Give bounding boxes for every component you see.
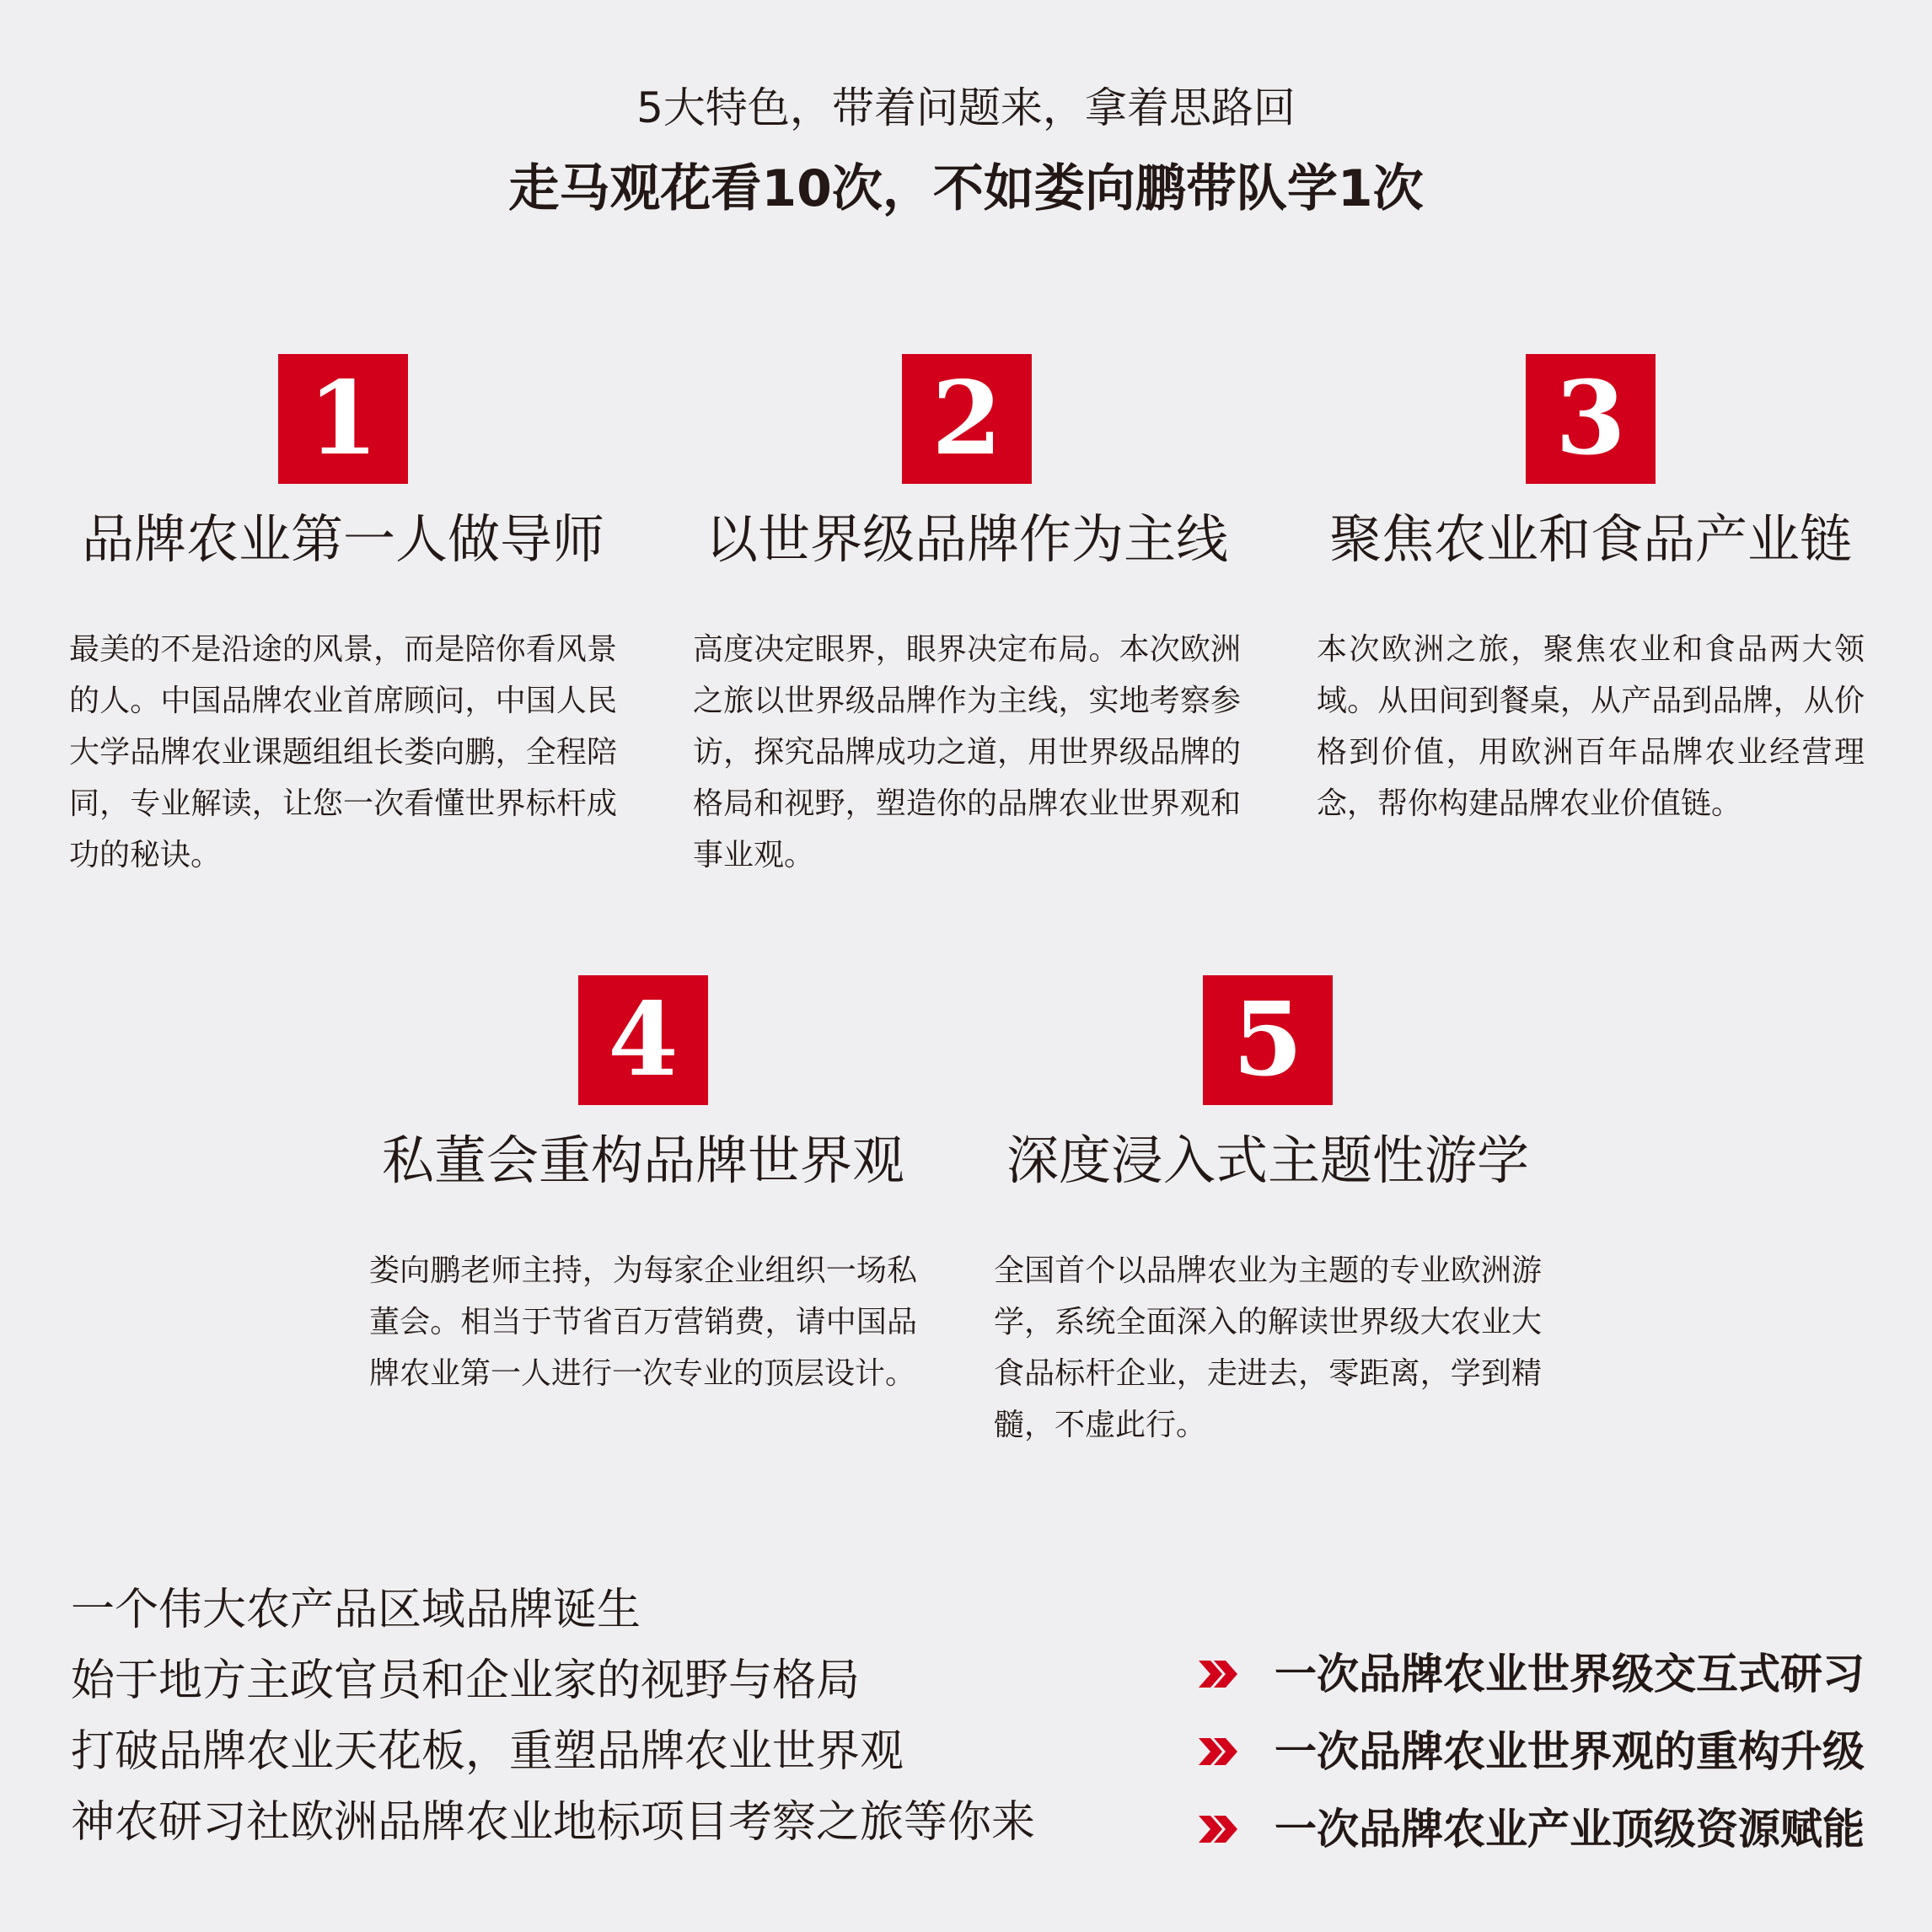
feature-number-badge: 4 <box>578 975 708 1105</box>
feature-title: 私董会重构品牌世界观 <box>381 1130 904 1191</box>
feature-description: 高度决定眼界，眼界决定布局。本次欧洲之旅以世界级品牌作为主线，实地考察参访，探究品牌成功之道，用世界级品牌的格局和视野，塑造你的品牌农业世界观和事业观。 <box>693 632 1241 872</box>
feature-title: 以世界级品牌作为主线 <box>705 508 1228 570</box>
feature-number-badge: 3 <box>1526 354 1656 484</box>
feature-number-badge: 1 <box>278 354 408 484</box>
feature-description: 本次欧洲之旅，聚焦农业和食品两大领域。从田间到餐桌，从产品到品牌，从价格到价值，用欧洲百年品牌农业经营理念，帮你构建品牌农业价值链。 <box>1317 632 1865 821</box>
header-title: 走马观花看10次，不如娄向鹏带队学1次 <box>508 159 1424 218</box>
closing-line: 始于地方主政官员和企业家的视野与格局 <box>71 1656 861 1706</box>
closing-line: 神农研习社欧洲品牌农业地标项目考察之旅等你来 <box>71 1797 1036 1848</box>
feature-description: 娄向鹏老师主持，为每家企业组织一场私董会。相当于节省百万营销费，请中国品牌农业第一人进行一次专业的顶层设计。 <box>369 1253 917 1391</box>
closing-line: 打破品牌农业天花板，重塑品牌农业世界观 <box>71 1726 904 1777</box>
feature-description: 最美的不是沿途的风景，而是陪你看风景的人。中国品牌农业首席顾问，中国人民大学品牌农业课题组组长娄向鹏，全程陪同，专业解读，让您一次看懂世界标杆成功的秘诀。 <box>69 632 617 872</box>
feature-title: 深度浸入式主题性游学 <box>1006 1130 1529 1191</box>
feature-description: 全国首个以品牌农业为主题的专业欧洲游学，系统全面深入的解读世界级大农业大食品标杆企业，走进去，零距离，学到精髓，不虚此行。 <box>994 1253 1542 1442</box>
highlight-item <box>1197 1635 1871 1713</box>
closing-statement <box>71 1575 1167 1858</box>
highlight-text: 一次品牌农业世界级交互式研习 <box>1275 1650 1865 1699</box>
highlight-item <box>1197 1790 1871 1868</box>
feature-title: 品牌农业第一人做导师 <box>81 508 604 570</box>
highlights-list <box>1197 1635 1871 1868</box>
double-chevron-right-icon <box>1197 1657 1239 1691</box>
highlight-text: 一次品牌农业产业顶级资源赋能 <box>1275 1805 1865 1854</box>
highlight-text: 一次品牌农业世界观的重构升级 <box>1275 1727 1865 1776</box>
header-subtitle: 5大特色，带着问题来，拿着思路回 <box>636 83 1296 132</box>
closing-line: 一个伟大农产品区域品牌诞生 <box>71 1585 641 1635</box>
double-chevron-right-icon <box>1197 1812 1239 1846</box>
feature-title: 聚焦农业和食品产业链 <box>1328 508 1852 570</box>
highlight-item <box>1197 1713 1871 1790</box>
feature-number-badge: 2 <box>902 354 1032 484</box>
double-chevron-right-icon <box>1197 1735 1239 1768</box>
feature-number-badge: 5 <box>1203 975 1333 1105</box>
